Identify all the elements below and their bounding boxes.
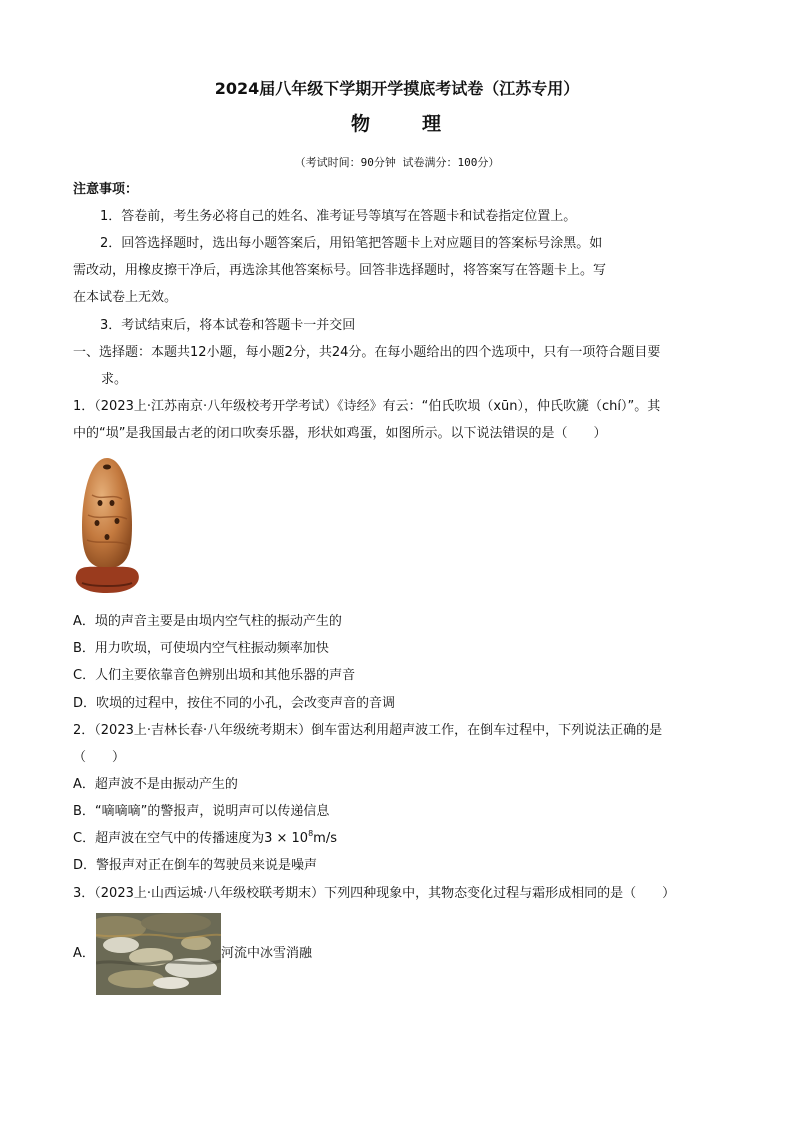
subject-title — [0, 115, 794, 133]
q2-option-a: A．超声波不是由振动产生的 — [73, 777, 238, 792]
q1-stem-cont: 中的“埙”是我国最古老的闭口吹奏乐器，形状如鸡蛋，如图所示。以下说法错误的是（ ） — [73, 426, 607, 441]
q3-option-a-label: A． — [73, 946, 95, 961]
note-2b: 需改动，用橡皮擦干净后，再选涂其他答案标号。回答非选择题时，将答案写在答题卡上。写 — [73, 263, 607, 278]
xun-image — [72, 455, 142, 600]
q2-stem: 2．（2023上·吉林长春·八年级统考期末）倒车雷达利用超声波工作，在倒车过程中，下列说法正确的是 — [73, 723, 663, 738]
melting-ice-image — [96, 913, 221, 995]
note-1: 1．答卷前，考生务必将自己的姓名、准考证号等填写在答题卡和试卷指定位置上。 — [100, 209, 577, 224]
note-2c: 在本试卷上无效。 — [73, 290, 178, 305]
q1-option-b: B．用力吹埙，可使埙内空气柱振动频率加快 — [73, 641, 329, 656]
q3-option-a-text: 河流中冰雪消融 — [221, 946, 313, 961]
q3-stem: 3．（2023上·山西运城·八年级校联考期末）下列四种现象中，其物态变化过程与霜形成相同的是（ ） — [73, 886, 676, 901]
q2-option-c — [73, 830, 337, 848]
q1-option-d: D．吹埙的过程中，按住不同的小孔，会改变声音的音调 — [73, 696, 396, 711]
q2-option-c-unit: m/s — [313, 831, 337, 846]
subject-char-1: 物 — [350, 113, 372, 135]
notes-heading: 注意事项： — [73, 182, 139, 197]
section-1-heading: 一、选择题：本题共12小题，每小题2分，共24分。在每小题给出的四个选项中，只有一项符合题目要 — [73, 345, 661, 360]
exam-title: 2024届八年级下学期开学摸底考试卷（江苏专用） — [214, 79, 580, 98]
q2-option-b: B．“嘀嘀嘀”的警报声，说明声可以传递信息 — [73, 804, 330, 819]
subject-char-2: 理 — [422, 113, 444, 135]
q1-option-a: A．埙的声音主要是由埙内空气柱的振动产生的 — [73, 614, 342, 629]
section-1-heading-cont: 求。 — [101, 372, 128, 387]
note-3: 3．考试结束后，将本试卷和答题卡一并交回 — [100, 318, 356, 333]
q2-stem-cont: （ ） — [73, 750, 126, 765]
q2-option-c-exponent: 8 — [308, 829, 314, 838]
q2-option-c-text: C．超声波在空气中的传播速度为3 × 10 — [73, 831, 309, 846]
exam-info: （考试时间：90分钟 试卷满分：100分） — [294, 156, 500, 169]
note-2a: 2．回答选择题时，选出每小题答案后，用铅笔把答题卡上对应题目的答案标号涂黑。如 — [100, 236, 603, 251]
q1-option-c: C．人们主要依靠音色辨别出埙和其他乐器的声音 — [73, 668, 356, 683]
q1-stem: 1．（2023上·江苏南京·八年级校考开学考试）《诗经》有云：“伯氏吹埙（xūn），仲氏吹篪（chí）”。其 — [73, 399, 661, 414]
q2-option-d: D．警报声对正在倒车的驾驶员来说是噪声 — [73, 858, 318, 873]
